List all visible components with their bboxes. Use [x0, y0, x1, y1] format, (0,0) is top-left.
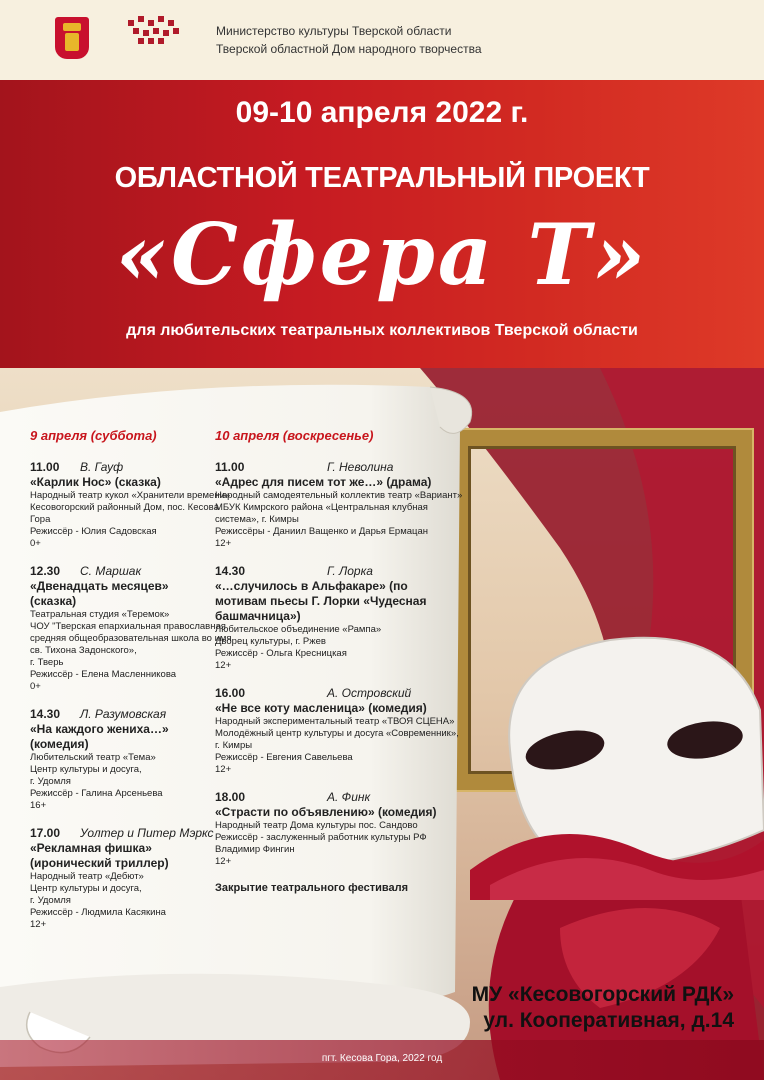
event-director: Режиссёр - Евгения Савельева [215, 752, 353, 763]
event-director-name: Владимир Фингин [215, 844, 295, 855]
event-age: 12+ [215, 764, 232, 775]
event-time: 18.00 [215, 790, 246, 804]
event-time: 11.00 [215, 460, 245, 474]
throne-icon [65, 33, 79, 51]
folk-art-house-logo-icon [124, 16, 184, 62]
day-1-schedule [30, 430, 235, 945]
event-author: А. Финк [327, 790, 371, 804]
organizer-ministry: Министерство культуры Тверской области [216, 24, 452, 38]
project-heading: ОБЛАСТНОЙ ТЕАТРАЛЬНЫЙ ПРОЕКТ [114, 162, 650, 194]
event-title: (иронический триллер) [30, 856, 169, 870]
event-director: Режиссёр - Ольга Кресницкая [215, 648, 347, 659]
event-title: «Карлик Нос» (сказка) [30, 475, 161, 489]
event [30, 564, 235, 693]
event-author: А. Островский [327, 686, 412, 700]
event-venue: Центр культуры и досуга, [30, 883, 142, 894]
event-company: Народный театр кукол «Хранители времени» [30, 490, 231, 501]
event-age: 0+ [30, 681, 41, 692]
event [30, 826, 235, 931]
event-author: В. Гауф [80, 460, 124, 474]
event-venue: Кесовогорский районный Дом, пос. Кесова Гора [30, 502, 219, 525]
event-company: Театральная студия «Теремок» [30, 609, 170, 620]
event-time: 14.30 [215, 564, 246, 578]
event-title: «Страсти по объявлению» (комедия) [215, 805, 437, 819]
event-author: Уолтер и Питер Мэркс [80, 826, 214, 840]
event-age: 0+ [30, 538, 41, 549]
event-venue: ЧОУ "Тверская епархиальная православная средняя общеобразовательная школа во имя св. Тихона Задонского», [30, 621, 232, 656]
event-company: Народный театр Дома культуры пос. Сандово [215, 820, 418, 831]
event-company: Любительский театр «Тема» [30, 752, 156, 763]
event-title: «На каждого жениха…» [30, 722, 169, 736]
event-age: 12+ [215, 660, 232, 671]
event-venue: Дворец культуры, г. Ржев [215, 636, 326, 647]
theatre-mask-icon [470, 600, 764, 900]
event-author: Г. Неволина [327, 460, 394, 474]
event-title: мотивам пьесы Г. Лорки «Чудесная [215, 594, 427, 608]
project-subtitle: для любительских театральных коллективов Тверской области [126, 322, 638, 339]
event [215, 790, 465, 868]
event [30, 460, 235, 550]
venue-name: МУ «Кесовогорский РДК» [471, 983, 734, 1006]
event-author: С. Маршак [80, 564, 142, 578]
event-director: Режиссёр - Юлия Садовская [30, 526, 157, 537]
event-age: 12+ [215, 538, 232, 549]
event-director: Режиссёр - Людмила Касякина [30, 907, 166, 918]
project-name: «Сфера Т» [115, 205, 649, 304]
event-company: Народный самодеятельный коллектив театр «Вариант» [215, 490, 463, 501]
coat-of-arms-icon [55, 17, 89, 59]
event-city: г. Удомля [30, 895, 71, 906]
event-title: (сказка) [30, 594, 77, 608]
organizer-block [216, 22, 482, 58]
event-city: г. Удомля [30, 776, 71, 787]
event-director: Режиссёр - заслуженный работник культуры РФ [215, 832, 427, 843]
footer-place-year: пгт. Кесова Гора, 2022 год [321, 1053, 443, 1064]
event-venue: Молодёжный центр культуры и досуга «Современник», г. Кимры [215, 728, 459, 751]
event-age: 16+ [30, 800, 47, 811]
event-title: «Не все коту масленица» (комедия) [215, 701, 427, 715]
event-director: Режиссёр - Галина Арсеньева [30, 788, 163, 799]
event-time: 12.30 [30, 564, 61, 578]
event-venue: Центр культуры и досуга, [30, 764, 142, 775]
event-company: Любительское объединение «Рампа» [215, 624, 382, 635]
event-title: башмачница») [215, 609, 301, 623]
day-2-heading: 10 апреля (воскресенье) [215, 428, 374, 443]
event-venue: МБУК Кимрского района «Центральная клубная система», г. Кимры [215, 502, 428, 525]
event [215, 564, 465, 672]
day-1-heading: 9 апреля (суббота) [30, 428, 157, 443]
organizer-house: Тверской областной Дом народного творчества [216, 42, 482, 56]
event-author: Г. Лорка [327, 564, 373, 578]
event-company: Народный театр «Дебют» [30, 871, 144, 882]
event-title: «…случилось в Альфакаре» (по [215, 579, 408, 593]
event-time: 16.00 [215, 686, 246, 700]
event-time: 14.30 [30, 707, 61, 721]
event [215, 686, 465, 776]
event-age: 12+ [30, 919, 47, 930]
event-company: Народный экспериментальный театр «ТВОЯ СЦЕНА» [215, 716, 455, 727]
event-director: Режиссёр - Елена Масленникова [30, 669, 177, 680]
festival-closing: Закрытие театрального фестиваля [215, 882, 408, 894]
event-author: Л. Разумовская [80, 707, 167, 721]
event-title: «Двенадцать месяцев» [30, 579, 169, 593]
festival-dates: 09-10 апреля 2022 г. [235, 96, 529, 129]
event [30, 707, 235, 812]
event-title: «Адрес для писем тот же…» (драма) [215, 475, 432, 489]
event-director: Режиссёры - Даниил Ващенко и Дарья Ермацан [215, 526, 428, 537]
event-title: «Рекламная фишка» [30, 841, 152, 855]
event-city: г. Тверь [30, 657, 64, 668]
day-2-schedule [215, 430, 465, 894]
event [215, 460, 465, 550]
event-title: (комедия) [30, 737, 89, 751]
event-time: 17.00 [30, 826, 61, 840]
crown-icon [63, 23, 81, 31]
venue-address: ул. Кооперативная, д.14 [483, 1009, 734, 1032]
venue-block [472, 982, 734, 1034]
event-age: 12+ [215, 856, 232, 867]
event-time: 11.00 [30, 460, 60, 474]
